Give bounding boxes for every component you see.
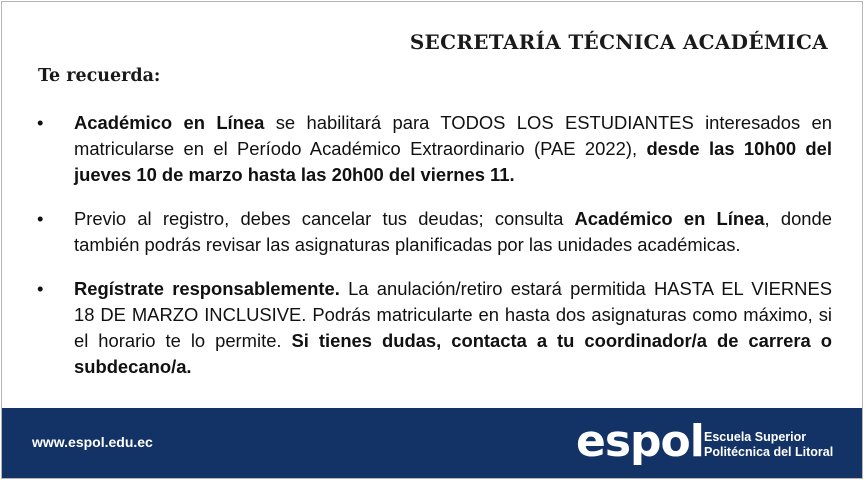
body-text: , donde también podrás revisar las asignaturas planificadas por las unidades académicas. bbox=[74, 208, 832, 255]
reminder-heading: Te recuerda: bbox=[38, 66, 161, 86]
espol-logo bbox=[576, 418, 846, 470]
notice-card bbox=[1, 1, 863, 479]
bold-text: Regístrate responsablemente. bbox=[74, 278, 340, 299]
logo-line: Escuela Superior bbox=[704, 430, 807, 444]
body-text: La anulación/retiro estará permitida HASTA EL VIERNES 18 DE MARZO INCLUSIVE. Podrás matricularte en hasta dos asignaturas como máximo, si el horario te lo permite. bbox=[74, 278, 832, 351]
bullet-icon: • bbox=[37, 278, 44, 299]
website-link[interactable]: www.espol.edu.ec bbox=[32, 434, 153, 450]
list-item bbox=[32, 110, 832, 188]
bold-text: Académico en Línea bbox=[74, 112, 265, 133]
bold-text: desde las 10h00 del jueves 10 de marzo hasta las 20h00 del viernes 11. bbox=[74, 138, 832, 185]
body-text: Previo al registro, debes cancelar tus deudas; consulta bbox=[74, 208, 575, 229]
list-item bbox=[32, 276, 832, 380]
bullet-icon: • bbox=[37, 208, 44, 229]
logo-line: Politécnica del Litoral bbox=[704, 445, 834, 459]
footer-bar bbox=[2, 408, 862, 478]
reminder-list bbox=[32, 110, 832, 398]
page-title: SECRETARÍA TÉCNICA ACADÉMICA bbox=[409, 30, 828, 54]
list-item bbox=[32, 206, 832, 258]
logo-wordmark: espol bbox=[576, 416, 704, 467]
bullet-icon: • bbox=[37, 112, 44, 133]
bold-text: Si tienes dudas, contacta a tu coordinador/a de carrera o subdecano/a. bbox=[74, 330, 832, 377]
body-text: se habilitará para TODOS LOS ESTUDIANTES interesados en matricularse en el Período Académico Extraordinario (PAE 2022), bbox=[74, 112, 832, 159]
logo-tagline bbox=[704, 430, 833, 460]
bold-text: Académico en Línea bbox=[574, 208, 765, 229]
